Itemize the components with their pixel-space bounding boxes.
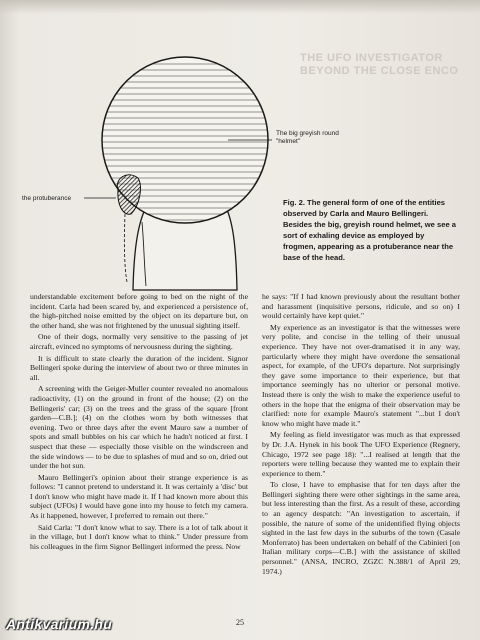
paragraph: Said Carla: "I don't know what to say. There is a lot of talk about it in the village, but I don't know what to think." Under pressure from his colleagues in the firm Signor Bellingeri informed the press. Now bbox=[30, 522, 248, 551]
right-column bbox=[262, 292, 460, 578]
watermark-logo: Antikvarium.hu bbox=[6, 616, 113, 632]
paragraph: It is difficult to state clearly the duration of the incident. Signor Bellingeri spoke during the interview of about two or three minutes in all. bbox=[30, 353, 248, 382]
body-fold-line bbox=[124, 214, 127, 282]
paragraph: One of their dogs, normally very sensitive to the passing of jet aircraft, evinced no symptoms of nervousness during the sighting. bbox=[30, 332, 248, 351]
paragraph: My feeling as field investigator was much as that expressed by Dr. J.A. Hynek in his book The UFO Experience (Regnery, Chicago, 1972 see page 18): "...I realised at length that the reporters were telling because they wanted me to explain their experience to them." bbox=[262, 430, 460, 478]
paragraph: he says: "If I had known previously about the resultant bother and harassment (inquisitive persons, ridicule, and so on) I would certainly have kept quiet." bbox=[262, 292, 460, 321]
page-number: 25 bbox=[236, 618, 244, 627]
ghost-line-1: THE UFO INVESTIGATOR bbox=[300, 52, 443, 64]
paragraph: A screening with the Geiger-Muller counter revealed no anomalous radioactivity, (1) on the ground in front of the house; (2) on the Bellingeris' car; (3) on the trees and the grass of the square [front garden—C.B.]; (4) on the clothes worn by both witnesses that evening. Two or three days after the event Mauro saw a number of spots and small bubbles on his car which he hadn't noticed at first. I suspect that these — especially those visible on the windscreen and the side windows — to be due to splashes of mud and so on, dried out under the hot sun. bbox=[30, 384, 248, 471]
paragraph: understandable excitement before going to bed on the night of the incident. Carla had been scared by, and experienced a persistence of, the high-pitched noise emitted by the object on its departure but, on the other hand, she was not frightened by the unusual sighting itself. bbox=[30, 292, 248, 330]
paragraph: My experience as an investigator is that the witnesses were very polite, and concise in the telling of their unusual experience. They have not over-dramatised it in any way, particularly where they might have overdone the sensational aspect, for example, of the UFO's departure. Not surprisingly they gave some importance to their experience, but that importance seemingly has no ulterior or personal motive. Instead there is only the wish to make the experience useful to others in the hope that the enigma of their observation may be clarified: note for example Mauro's statement "...but I don't know who might have made it." bbox=[262, 322, 460, 428]
ghost-line-2: BEYOND THE CLOSE ENCO bbox=[300, 65, 459, 77]
left-column bbox=[30, 292, 248, 553]
paragraph: To close, I have to emphasise that for ten days after the Bellingeri sighting there were other sightings in the same area, but less interesting than the first. As a result of these, according to an agency despatch: "An investigation to ascertain, if possible, the nature of some of the unidentified flying objects sighted in the last few days in the suburbs of the town (Casale Monferrato) has been undertaken on behalf of the Cabinieri [on Italian military corps—C.B.] with the assistance of skilled personnel." (ANSA, INCRO, ZGZC N.388/1 of April 29, 1974.) bbox=[262, 480, 460, 576]
helmet-label: The big greyish round "helmet" bbox=[276, 130, 339, 145]
protuberance-label: the protuberance bbox=[22, 195, 72, 202]
paragraph: Mauro Bellingeri's opinion about their strange experience is as follows: "I cannot pretend to understand it. It was certainly a 'disc' but I don't know who might have made it. If I had known more about this subject (UFOs) I would have gone into my house to fetch my camera. As it happened, however, I preferred to remain out there." bbox=[30, 472, 248, 521]
figure-caption: Fig. 2. The general form of one of the entities observed by Carla and Mauro Bellingeri. Besides the big, greyish round helmet, we see a sort of exhaling device as employed by frogmen, appearing as a protuberance near the base of the head. bbox=[283, 198, 457, 262]
